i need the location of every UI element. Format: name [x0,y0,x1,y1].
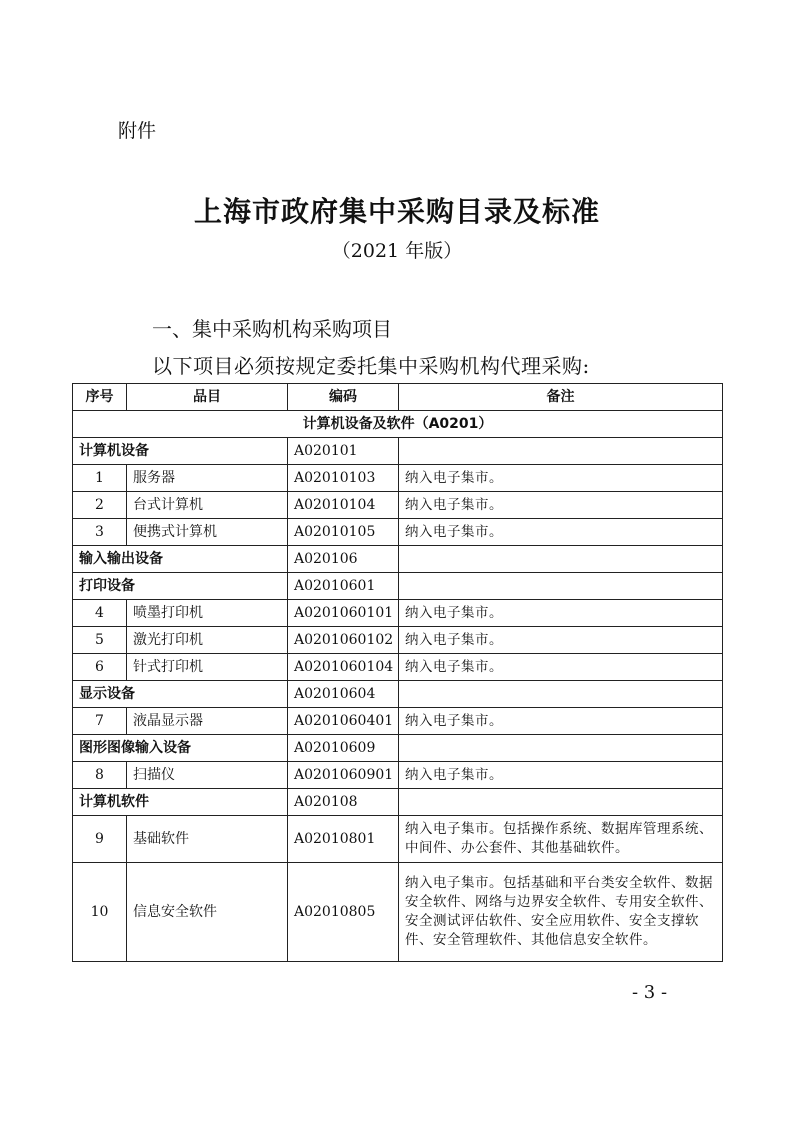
group-code: A020101 [288,438,399,465]
row-no: 9 [73,816,127,863]
row-code: A0201060901 [288,762,399,789]
group-code: A02010601 [288,573,399,600]
attachment-label: 附件 [118,120,157,142]
group-name: 显示设备 [73,681,288,708]
group-name: 计算机设备 [73,438,288,465]
group-name: 打印设备 [73,573,288,600]
page-number: - 3 - [632,982,668,1003]
group-row-print [73,573,723,600]
group-code: A02010609 [288,735,399,762]
header-no: 序号 [73,384,127,411]
table-row [73,762,723,789]
table-header-row [73,384,723,411]
section-intro: 以下项目必须按规定委托集中采购机构代理采购: [152,354,590,378]
row-note: 纳入电子集市。 [399,519,723,546]
row-note: 纳入电子集市。 [399,600,723,627]
row-no: 7 [73,708,127,735]
table-row [73,627,723,654]
row-item: 信息安全软件 [127,863,288,962]
table-row [73,654,723,681]
row-code: A0201060102 [288,627,399,654]
row-note: 纳入电子集市。 [399,627,723,654]
row-note: 纳入电子集市。 [399,654,723,681]
header-code: 编码 [288,384,399,411]
row-no: 1 [73,465,127,492]
group-row-software [73,789,723,816]
edition-label: （2021 年版） [331,240,463,262]
group-code: A020106 [288,546,399,573]
table-row [73,600,723,627]
row-item: 喷墨打印机 [127,600,288,627]
table-row [73,863,723,962]
row-note: 纳入电子集市。 [399,465,723,492]
row-note: 纳入电子集市。 [399,762,723,789]
row-code: A02010805 [288,863,399,962]
group-row-image [73,735,723,762]
row-code: A02010105 [288,519,399,546]
group-row-io [73,546,723,573]
section-heading: 一、集中采购机构采购项目 [152,317,392,341]
category-label: 计算机设备及软件（A0201） [73,411,723,438]
table-row [73,465,723,492]
row-no: 10 [73,863,127,962]
table-row [73,816,723,863]
row-no: 8 [73,762,127,789]
row-item: 液晶显示器 [127,708,288,735]
group-code: A02010604 [288,681,399,708]
row-note: 纳入电子集市。包括操作系统、数据库管理系统、中间件、办公套件、其他基础软件。 [399,816,723,863]
row-no: 4 [73,600,127,627]
document-title: 上海市政府集中采购目录及标准 [193,195,600,228]
row-item: 便携式计算机 [127,519,288,546]
row-code: A0201060104 [288,654,399,681]
row-item: 台式计算机 [127,492,288,519]
header-item: 品目 [127,384,288,411]
row-item: 激光打印机 [127,627,288,654]
row-code: A02010103 [288,465,399,492]
row-code: A02010801 [288,816,399,863]
group-name: 计算机软件 [73,789,288,816]
group-code: A020108 [288,789,399,816]
row-item: 针式打印机 [127,654,288,681]
row-no: 6 [73,654,127,681]
row-no: 3 [73,519,127,546]
row-code: A02010104 [288,492,399,519]
header-note: 备注 [399,384,723,411]
row-no: 5 [73,627,127,654]
table-row [73,492,723,519]
row-code: A0201060401 [288,708,399,735]
group-row-display [73,681,723,708]
row-note: 纳入电子集市。 [399,492,723,519]
row-item: 基础软件 [127,816,288,863]
group-name: 输入输出设备 [73,546,288,573]
row-no: 2 [73,492,127,519]
row-note: 纳入电子集市。 [399,708,723,735]
row-note: 纳入电子集市。包括基础和平台类安全软件、数据安全软件、网络与边界安全软件、专用安全软件、安全测试评估软件、安全应用软件、安全支撑软件、安全管理软件、其他信息安全软件。 [399,863,723,962]
table-row [73,708,723,735]
row-code: A0201060101 [288,600,399,627]
row-item: 服务器 [127,465,288,492]
row-item: 扫描仪 [127,762,288,789]
category-row [73,411,723,438]
group-row-computer [73,438,723,465]
table-row [73,519,723,546]
group-name: 图形图像输入设备 [73,735,288,762]
procurement-table [72,383,723,962]
